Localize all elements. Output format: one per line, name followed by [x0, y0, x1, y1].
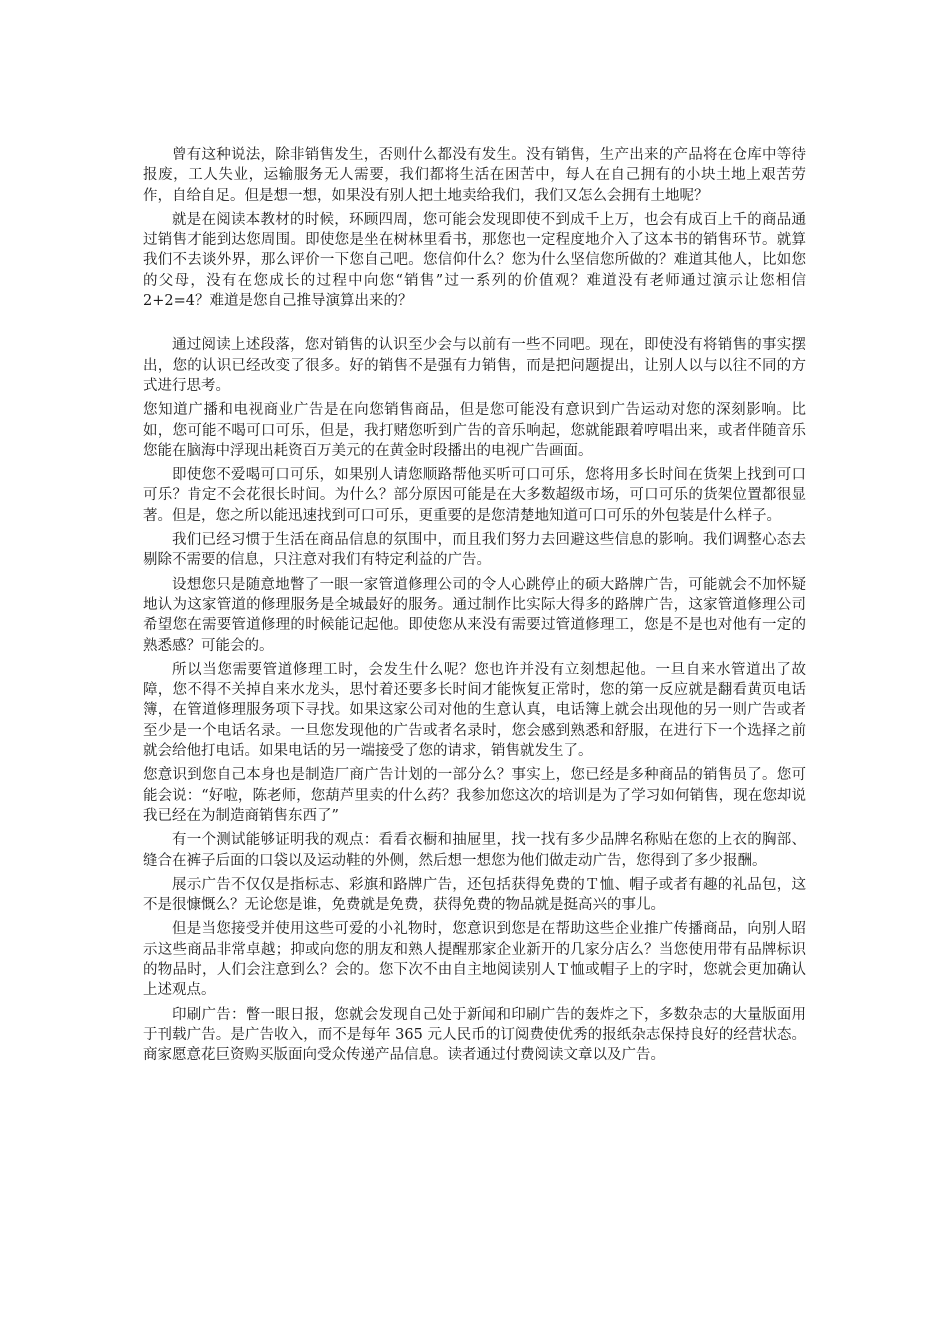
- paragraph-10: 有一个测试能够证明我的观点：看看衣橱和抽屉里，找一找有多少品牌名称贴在您的上衣的胸部、缝合在裤子后面的口袋以及运动鞋的外侧，然后想一想您为他们做走动广告，您得到了多少报酬。: [143, 832, 806, 869]
- paragraph-7: 设想您只是随意地瞥了一眼一家管道修理公司的令人心跳停止的硕大路牌广告，可能就会不加怀疑地认为这家管道的修理服务是全城最好的服务。通过制作比实际大得多的路牌广告，这家管道修理公司希望您在需要管道修理的时候能记起他。即使您从来没有需要过管道修理工，您是不是也对他有一定的熟悉感？可能会的。: [143, 576, 806, 654]
- paragraph-11: 展示广告不仅仅是指标志、彩旗和路牌广告，还包括获得免费的Ｔ恤、帽子或者有趣的礼品包，这不是很慷慨么？无论您是谁，免费就是免费，获得免费的物品就是挺高兴的事儿。: [143, 876, 806, 914]
- paragraph-12: 但是当您接受并使用这些可爱的小礼物时，您意识到您是在帮助这些企业推广传播商品，向别人昭示这些商品非常卓越；抑或向您的朋友和熟人提醒那家企业新开的几家分店么？当您使用带有品牌标识的物品时，人们会注意到么？会的。您下次不由自主地阅读别人Ｔ恤或帽子上的字时，您就会更加确认上述观点。: [143, 921, 806, 999]
- paragraph-2: 就是在阅读本教材的时候，环顾四周，您可能会发现即使不到成千上万，也会有成百上千的商品通过销售才能到达您周围。即使您是坐在树林里看书，那您也一定程度地介入了这本书的销售环节。就算我们不去谈外界，那么评价一下您自己吧。您信仰什么？您为什么坚信您所做的？难道其他人，比如您的父母，没有在您成长的过程中向您“销售”过一系列的价值观？难道没有老师通过演示让您相信 2+2=4？难道是您自己推导演算出来的？: [143, 211, 806, 310]
- paragraph-5: 即使您不爱喝可口可乐，如果别人请您顺路帮他买听可口可乐，您将用多长时间在货架上找到可口可乐？肯定不会花很长时间。为什么？部分原因可能是在大多数超级市场，可口可乐的货架位置都很显著。但是，您之所以能迅速找到可口可乐，更重要的是您清楚地知道可口可乐的外包装是什么样子。: [143, 467, 806, 524]
- paragraph-4: 您知道广播和电视商业广告是在向您销售商品，但是您可能没有意识到广告运动对您的深刻影响。比如，您可能不喝可口可乐，但是，我打赌您听到广告的音乐响起，您就能跟着哼唱出来，或者伴随音乐您能在脑海中浮现出耗资百万美元的在黄金时段播出的电视广告画面。: [143, 402, 806, 459]
- paragraph-6: 我们已经习惯于生活在商品信息的氛围中，而且我们努力去回避这些信息的影响。我们调整心态去剔除不需要的信息，只注意对我们有特定利益的广告。: [143, 532, 806, 569]
- paragraph-1: 曾有这种说法，除非销售发生，否则什么都没有发生。没有销售，生产出来的产品将在仓库中等待报废，工人失业，运输服务无人需要，我们都将生活在困苦中，每人在自己拥有的小块土地上艰苦劳作，自给自足。但是想一想，如果没有别人把土地卖给我们，我们又怎么会拥有土地呢？: [143, 147, 806, 204]
- paragraph-13: 印刷广告：瞥一眼日报，您就会发现自己处于新闻和印刷广告的轰炸之下，多数杂志的大量版面用于刊载广告。是广告收入，而不是每年 365 元人民币的订阅费使优秀的报纸杂志保持良好的经营状态。商家愿意花巨资购买版面向受众传递产品信息。读者通过付费阅读文章以及广告。: [143, 1006, 806, 1064]
- paragraph-spacer: [143, 315, 806, 335]
- document-body: [143, 145, 806, 1069]
- paragraph-8: 所以当您需要管道修理工时，会发生什么呢？您也许并没有立刻想起他。一旦自来水管道出了故障，您不得不关掉自来水龙头，思忖着还要多长时间才能恢复正常时，您的第一反应就是翻看黄页电话簿，在管道修理服务项下寻找。如果这家公司对他的生意认真，电话簿上就会出现他的另一则广告或者至少是一个电话名录。一旦您发现他的广告或者名录时，您会感到熟悉和舒服，在进行下一个选择之前就会给他打电话。如果电话的另一端接受了您的请求，销售就发生了。: [143, 661, 806, 760]
- paragraph-3: 通过阅读上述段落，您对销售的认识至少会与以前有一些不同吧。现在，即使没有将销售的事实摆出，您的认识已经改变了很多。好的销售不是强有力销售，而是把问题提出，让别人以与以往不同的方式进行思考。: [143, 337, 806, 394]
- paragraph-9: 您意识到您自己本身也是制造厂商广告计划的一部分么？事实上，您已经是多种商品的销售员了。您可能会说：“好啦，陈老师，您葫芦里卖的什么药？我参加您这次的培训是为了学习如何销售，现在您却说我已经在为制造商销售东西了”: [143, 767, 806, 824]
